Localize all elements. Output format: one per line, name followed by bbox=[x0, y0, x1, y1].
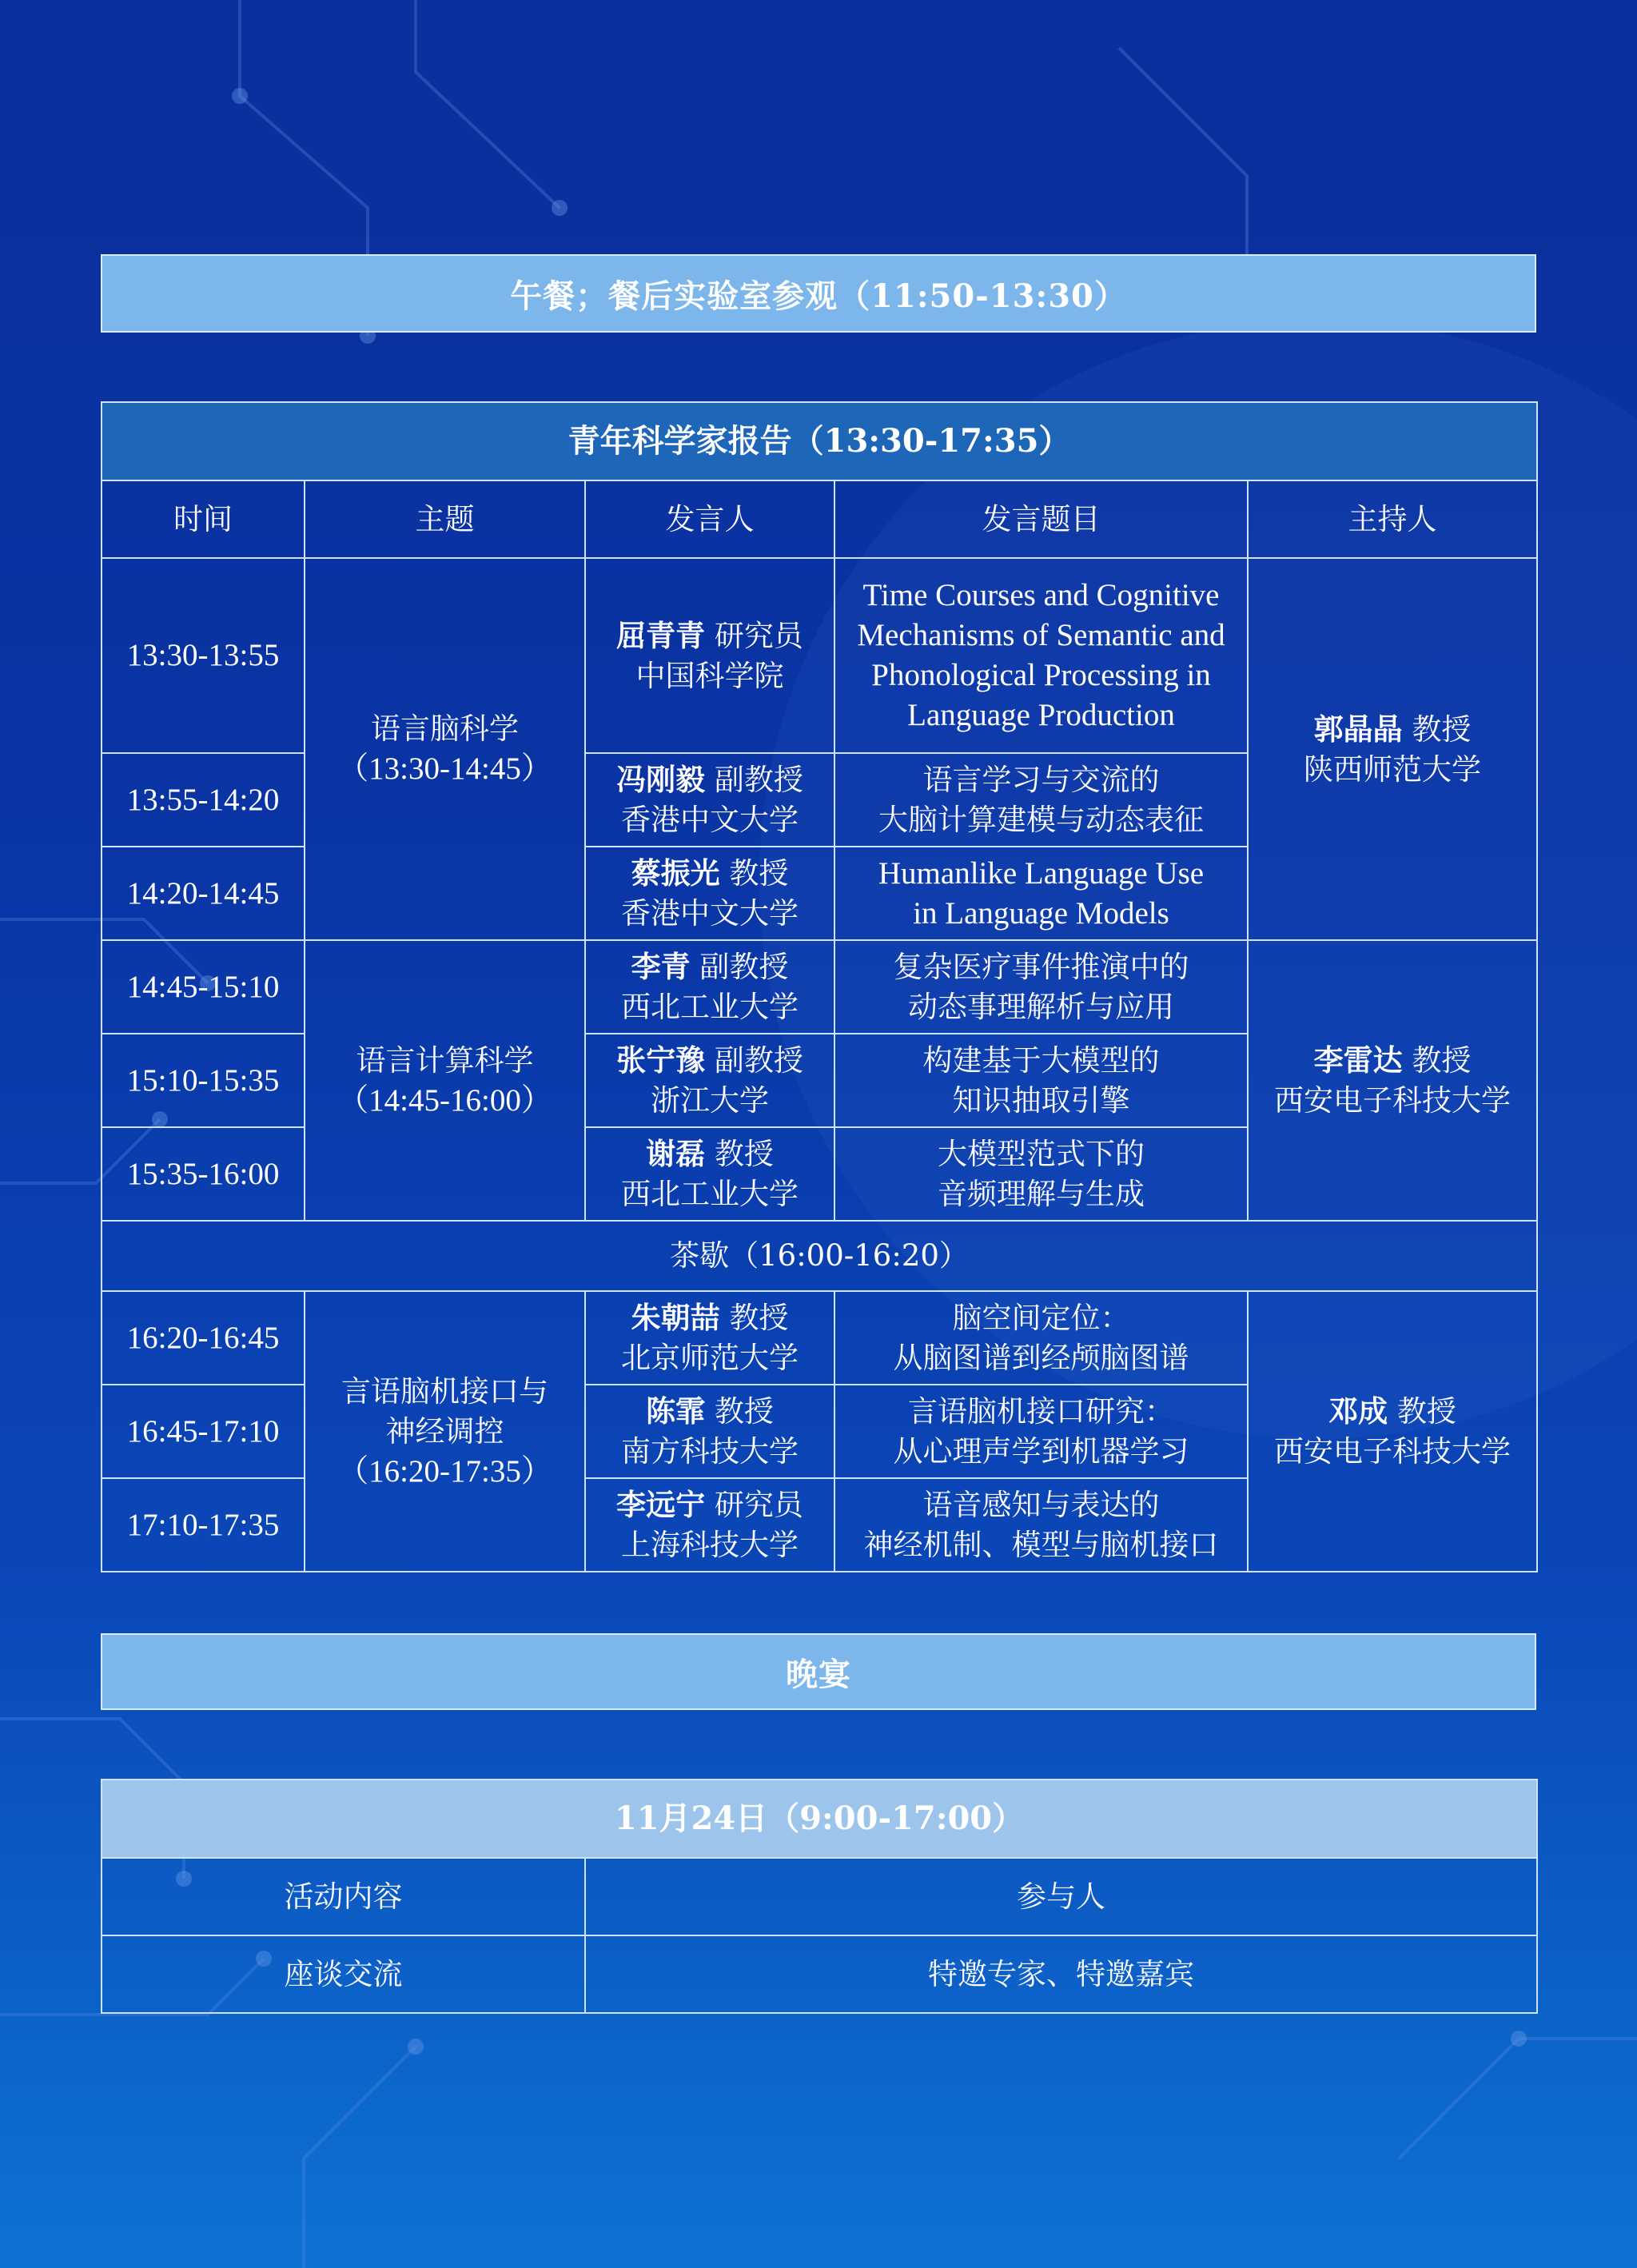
speaker-cell bbox=[585, 1127, 834, 1221]
speaker-title: 副教授 bbox=[690, 950, 789, 984]
participants-cell: 特邀专家、特邀嘉宾 bbox=[585, 1935, 1537, 2013]
topic-cell bbox=[834, 1291, 1248, 1385]
activity-cell: 座谈交流 bbox=[102, 1935, 585, 2013]
topic-line: 脑空间定位： bbox=[952, 1300, 1130, 1335]
theme-time: （13:30-14:45） bbox=[337, 751, 552, 786]
speaker-cell bbox=[585, 1478, 834, 1572]
table-row bbox=[102, 940, 1537, 1034]
topic-line: 神经机制、模型与脑机接口 bbox=[863, 1527, 1219, 1562]
speaker-cell bbox=[585, 1385, 834, 1478]
topic-line: 复杂医疗事件推演中的 bbox=[893, 949, 1189, 984]
speaker-title: 教授 bbox=[719, 856, 789, 891]
speaker-title: 副教授 bbox=[705, 763, 803, 797]
time-cell: 13:30-13:55 bbox=[102, 558, 305, 753]
time-cell: 14:45-15:10 bbox=[102, 940, 305, 1034]
speaker-name: 蔡振光 bbox=[631, 855, 720, 891]
speaker-title: 副教授 bbox=[705, 1043, 803, 1078]
topic-cell bbox=[834, 1478, 1248, 1572]
speaker-title: 教授 bbox=[719, 1301, 789, 1335]
header-speaker: 发言人 bbox=[585, 480, 834, 558]
dinner-banner: 晚宴 bbox=[101, 1633, 1536, 1710]
host-name: 郭晶晶 bbox=[1313, 711, 1403, 747]
topic-line: Mechanisms of Semantic and bbox=[857, 618, 1225, 652]
topic-line: Time Courses and Cognitive bbox=[862, 578, 1220, 612]
table-row bbox=[102, 1935, 1537, 2013]
speaker-cell bbox=[585, 753, 834, 847]
speaker-title: 研究员 bbox=[705, 618, 803, 653]
topic-line: 知识抽取引擎 bbox=[952, 1082, 1130, 1118]
speaker-name: 朱朝喆 bbox=[631, 1300, 720, 1335]
topic-cell bbox=[834, 1385, 1248, 1478]
topic-line: 语音感知与表达的 bbox=[922, 1487, 1160, 1522]
speaker-org: 北京师范大学 bbox=[621, 1341, 799, 1375]
host-org: 西安电子科技大学 bbox=[1274, 1434, 1512, 1469]
speaker-org: 西北工业大学 bbox=[621, 1177, 799, 1211]
time-cell: 13:55-14:20 bbox=[102, 753, 305, 847]
speaker-org: 中国科学院 bbox=[635, 658, 784, 693]
report-title-row bbox=[102, 402, 1537, 480]
time-cell: 16:20-16:45 bbox=[102, 1291, 305, 1385]
header-topic: 发言题目 bbox=[834, 480, 1248, 558]
speaker-name: 李青 bbox=[631, 949, 691, 984]
time-cell: 16:45-17:10 bbox=[102, 1385, 305, 1478]
topic-line: Phonological Processing in bbox=[871, 658, 1211, 692]
tea-break: 茶歇（16:00-16:20） bbox=[102, 1221, 1537, 1291]
topic-cell bbox=[834, 1034, 1248, 1127]
topic-cell bbox=[834, 847, 1248, 940]
day2-title: 11月24日（9:00-17:00） bbox=[102, 1780, 1537, 1858]
young-scientist-report-table bbox=[101, 401, 1538, 1572]
speaker-org: 香港中文大学 bbox=[621, 896, 799, 931]
topic-line: 大脑计算建模与动态表征 bbox=[878, 802, 1204, 837]
speaker-name: 冯刚毅 bbox=[616, 762, 706, 797]
speaker-name: 李远宁 bbox=[616, 1487, 706, 1522]
host-cell bbox=[1248, 1291, 1537, 1572]
topic-line: 构建基于大模型的 bbox=[922, 1042, 1160, 1078]
table-row bbox=[102, 1291, 1537, 1385]
theme-name: 语言脑科学 bbox=[371, 711, 519, 746]
topic-line: Humanlike Language Use bbox=[878, 855, 1205, 891]
speaker-org: 上海科技大学 bbox=[621, 1528, 799, 1562]
topic-line: Language Production bbox=[907, 698, 1175, 732]
theme-time: （16:20-17:35） bbox=[337, 1453, 552, 1489]
speaker-org: 香港中文大学 bbox=[621, 803, 799, 837]
host-title: 教授 bbox=[1402, 711, 1472, 747]
speaker-org: 南方科技大学 bbox=[621, 1434, 799, 1469]
time-cell: 15:35-16:00 bbox=[102, 1127, 305, 1221]
header-time: 时间 bbox=[102, 480, 305, 558]
speaker-title: 教授 bbox=[705, 1394, 774, 1429]
host-cell bbox=[1248, 558, 1537, 940]
topic-cell bbox=[834, 940, 1248, 1034]
speaker-name: 屈青青 bbox=[616, 617, 706, 653]
topic-line: 大模型范式下的 bbox=[938, 1136, 1145, 1171]
theme-name: 语言计算科学 bbox=[356, 1042, 534, 1078]
day2-title-row bbox=[102, 1780, 1537, 1858]
speaker-title: 研究员 bbox=[705, 1488, 803, 1522]
speaker-org: 西北工业大学 bbox=[621, 990, 799, 1024]
time-cell: 17:10-17:35 bbox=[102, 1478, 305, 1572]
day2-header-row bbox=[102, 1858, 1537, 1935]
speaker-name: 张宁豫 bbox=[616, 1042, 706, 1078]
table-row bbox=[102, 558, 1537, 753]
speaker-name: 谢磊 bbox=[646, 1136, 706, 1171]
theme-time: （14:45-16:00） bbox=[337, 1082, 552, 1118]
speaker-cell bbox=[585, 1034, 834, 1127]
topic-line: 动态事理解析与应用 bbox=[908, 989, 1174, 1024]
host-title: 教授 bbox=[1402, 1043, 1472, 1078]
header-activity: 活动内容 bbox=[102, 1858, 585, 1935]
time-cell: 14:20-14:45 bbox=[102, 847, 305, 940]
host-name: 李雷达 bbox=[1313, 1042, 1403, 1078]
speaker-cell bbox=[585, 940, 834, 1034]
host-name: 邓成 bbox=[1328, 1393, 1388, 1429]
day2-table bbox=[101, 1779, 1538, 2014]
host-cell bbox=[1248, 940, 1537, 1221]
speaker-name: 陈霏 bbox=[646, 1393, 706, 1429]
theme-cell bbox=[305, 940, 585, 1221]
theme-line: 言语脑机接口与 bbox=[341, 1373, 548, 1409]
topic-cell bbox=[834, 1127, 1248, 1221]
header-theme: 主题 bbox=[305, 480, 585, 558]
speaker-org: 浙江大学 bbox=[651, 1083, 769, 1118]
topic-cell bbox=[834, 753, 1248, 847]
header-host: 主持人 bbox=[1248, 480, 1537, 558]
header-participants: 参与人 bbox=[585, 1858, 1537, 1935]
theme-cell bbox=[305, 558, 585, 940]
topic-line: 音频理解与生成 bbox=[938, 1176, 1145, 1211]
theme-line: 神经调控 bbox=[385, 1413, 504, 1449]
topic-cell bbox=[834, 558, 1248, 753]
report-header-row bbox=[102, 480, 1537, 558]
topic-line: 从脑图谱到经颅脑图谱 bbox=[893, 1340, 1189, 1375]
theme-cell bbox=[305, 1291, 585, 1572]
host-title: 教授 bbox=[1388, 1394, 1456, 1429]
tea-break-row bbox=[102, 1221, 1537, 1291]
topic-line: 从心理声学到机器学习 bbox=[893, 1433, 1189, 1469]
lunch-banner: 午餐；餐后实验室参观（11:50-13:30） bbox=[101, 254, 1536, 333]
report-title: 青年科学家报告（13:30-17:35） bbox=[102, 402, 1537, 480]
time-cell: 15:10-15:35 bbox=[102, 1034, 305, 1127]
host-org: 陕西师范大学 bbox=[1304, 751, 1482, 787]
topic-line: 语言学习与交流的 bbox=[922, 762, 1160, 797]
host-org: 西安电子科技大学 bbox=[1274, 1083, 1512, 1118]
speaker-cell bbox=[585, 1291, 834, 1385]
topic-line: in Language Models bbox=[913, 895, 1169, 931]
speaker-title: 教授 bbox=[705, 1137, 774, 1171]
topic-line: 言语脑机接口研究： bbox=[908, 1393, 1174, 1429]
speaker-cell bbox=[585, 847, 834, 940]
speaker-cell bbox=[585, 558, 834, 753]
